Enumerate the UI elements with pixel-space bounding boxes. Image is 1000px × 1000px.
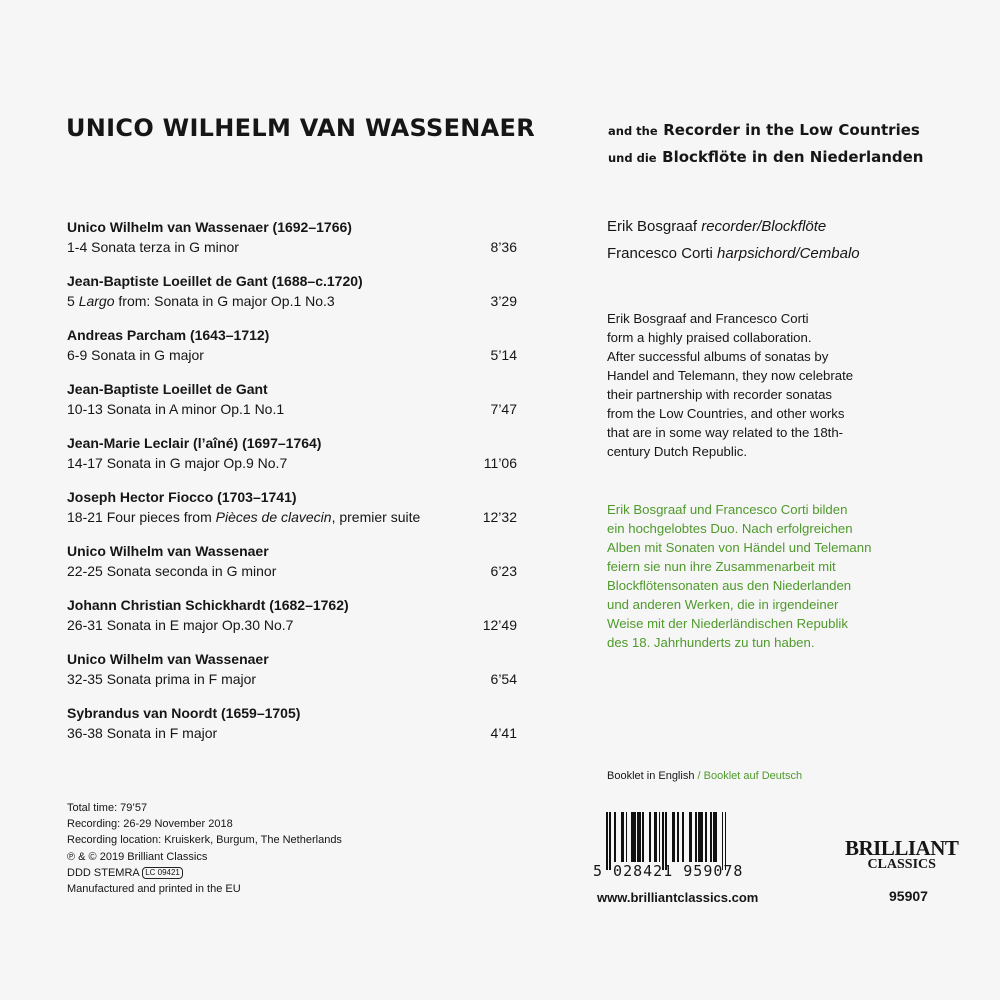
description-line: from the Low Countries, and other works [607, 406, 845, 421]
description-line: Blockflötensonaten aus den Niederlanden [607, 578, 852, 593]
piece-title: 22-25 Sonata seconda in G minor [67, 563, 277, 579]
booklet-separator: / [694, 770, 704, 782]
performer-role: recorder/Blockflöte [701, 218, 827, 235]
piece-title: 32-35 Sonata prima in F major [67, 671, 257, 687]
description-line: Erik Bosgraaf und Francesco Corti bilden [607, 502, 848, 517]
booklet-de: Booklet auf Deutsch [703, 770, 803, 782]
copyright: ℗ & © 2019 Brilliant Classics [67, 850, 208, 863]
piece-duration: 4’41 [490, 725, 517, 741]
barcode-bar [654, 812, 657, 862]
subtitle-de: Blockflöte in den Niederlanden [662, 148, 924, 166]
piece-line [67, 507, 517, 527]
lc-code-badge: LC 09421 [142, 867, 183, 879]
piece-title: 1-4 Sonata terza in G minor [67, 239, 239, 255]
description-line: After successful albums of sonatas by [607, 349, 829, 364]
ddd-stemra: DDD STEMRA [67, 866, 140, 879]
piece-duration: 8’36 [490, 239, 517, 255]
composer-name: Joseph Hector Fiocco (1703–1741) [67, 489, 297, 505]
piece-title: 14-17 Sonata in G major Op.9 No.7 [67, 455, 288, 471]
description-line: Alben mit Sonaten von Händel und Telemann [607, 540, 872, 555]
piece-title: 6-9 Sonata in G major [67, 347, 204, 363]
barcode [593, 812, 783, 880]
description-line: form a highly praised collaboration. [607, 330, 812, 345]
barcode-bar [672, 812, 675, 862]
composer-name: Jean-Baptiste Loeillet de Gant [67, 381, 268, 397]
track-entry [67, 487, 517, 541]
track-entry [67, 217, 517, 271]
piece-title: 36-38 Sonata in F major [67, 725, 218, 741]
subtitle-en-prefix: and the [608, 124, 658, 138]
track-entry [67, 649, 517, 703]
piece-duration: 12’49 [482, 617, 517, 633]
piece-title: 10-13 Sonata in A minor Op.1 No.1 [67, 401, 285, 417]
track-entry [67, 325, 517, 379]
website: www.brilliantclassics.com [597, 890, 759, 905]
recording-date: Recording: 26-29 November 2018 [67, 818, 233, 831]
barcode-bar [614, 812, 616, 862]
piece-title-italic: Largo [78, 293, 115, 309]
composer-name: Unico Wilhelm van Wassenaer [67, 651, 269, 667]
barcode-bar [649, 812, 651, 862]
description-line: und anderen Werken, die in irgendeiner [607, 597, 839, 612]
piece-duration: 7’47 [490, 401, 517, 417]
barcode-bar [710, 812, 712, 862]
description-line: their partnership with recorder sonatas [607, 387, 833, 402]
barcode-bar [621, 812, 624, 862]
piece-title-rest: , premier suite [331, 509, 421, 525]
piece-title-rest: from: Sonata in G major Op.1 No.3 [118, 293, 335, 309]
piece-line [67, 723, 517, 743]
barcode-number: 5 028421 959078 [593, 862, 744, 880]
recording-location: Recording location: Kruiskerk, Burgum, The Netherlands [67, 834, 342, 847]
piece-duration: 5’14 [490, 347, 517, 363]
description-line: Handel and Telemann, they now celebrate [607, 368, 854, 383]
piece-line [67, 345, 517, 365]
piece-duration: 3’29 [490, 293, 517, 309]
composer-name: Johann Christian Schickhardt (1682–1762) [67, 597, 349, 613]
barcode-bar [677, 812, 679, 862]
piece-title-prefix: 18-21 Four pieces from [67, 509, 212, 525]
description-line: Erik Bosgraaf and Francesco Corti [607, 311, 809, 326]
catalog-number: 95907 [889, 888, 928, 904]
piece-duration: 12’32 [482, 509, 517, 525]
piece-line [67, 669, 517, 689]
piece-line [67, 237, 517, 257]
description-german [607, 500, 947, 652]
barcode-bar [698, 812, 703, 862]
performer [607, 213, 860, 240]
description-line: century Dutch Republic. [607, 444, 748, 459]
description-line: ein hochgelobtes Duo. Nach erfolgreichen [607, 521, 853, 536]
piece-duration: 11’06 [483, 455, 517, 471]
composer-name: Andreas Parcham (1643–1712) [67, 327, 270, 343]
track-entry [67, 595, 517, 649]
piece-title-italic: Pièces de clavecin [215, 509, 332, 525]
logo-line-1: BRILLIANT [845, 836, 959, 860]
barcode-bar [689, 812, 692, 862]
performers [607, 213, 860, 267]
track-entry [67, 703, 517, 757]
piece-title: 26-31 Sonata in E major Op.30 No.7 [67, 617, 294, 633]
album-title: UNICO WILHELM VAN WASSENAER [66, 114, 536, 142]
album-subtitle [608, 117, 923, 171]
performer [607, 240, 860, 267]
piece-line [67, 399, 517, 419]
description-english [607, 309, 947, 461]
barcode-bar [705, 812, 707, 862]
logo-line-2: CLASSICS [867, 857, 936, 872]
description-line: Weise mit der Niederländischen Republik [607, 616, 848, 631]
brilliant-classics-logo [845, 838, 958, 872]
barcode-bar [631, 812, 636, 862]
piece-line [67, 291, 517, 311]
description-line: feiern sie nun ihre Zusammenarbeit mit [607, 559, 836, 574]
composer-name: Jean-Marie Leclair (l’aîné) (1697–1764) [67, 435, 322, 451]
piece-line [67, 615, 517, 635]
booklet-languages [607, 770, 802, 782]
barcode-bar [642, 812, 644, 862]
composer-name: Sybrandus van Noordt (1659–1705) [67, 705, 301, 721]
track-entry [67, 271, 517, 325]
composer-name: Unico Wilhelm van Wassenaer (1692–1766) [67, 219, 352, 235]
piece-number: 5 [67, 293, 75, 309]
subtitle-de-prefix: und die [608, 151, 657, 165]
booklet-en: Booklet in English [607, 770, 695, 782]
subtitle-en: Recorder in the Low Countries [663, 121, 920, 139]
recording-info [67, 800, 342, 897]
barcode-bar [713, 812, 716, 862]
description-line: des 18. Jahrhunderts zu tun haben. [607, 635, 815, 650]
description-line: that are in some way related to the 18th- [607, 425, 844, 440]
piece-duration: 6’54 [490, 671, 517, 687]
barcode-bars [606, 812, 769, 862]
barcode-bar [637, 812, 640, 862]
track-list [67, 217, 517, 757]
piece-duration: 6’23 [490, 563, 517, 579]
performer-name: Erik Bosgraaf [607, 218, 698, 235]
composer-name: Unico Wilhelm van Wassenaer [67, 543, 269, 559]
total-time: Total time: 79’57 [67, 802, 148, 814]
composer-name: Jean-Baptiste Loeillet de Gant (1688–c.1720) [67, 273, 363, 289]
barcode-bar [626, 812, 628, 862]
track-entry [67, 433, 517, 487]
performer-name: Francesco Corti [607, 245, 713, 262]
track-entry [67, 541, 517, 595]
piece-line [67, 453, 517, 473]
ddd-stemra-line [67, 865, 342, 881]
piece-line [67, 561, 517, 581]
barcode-bar [695, 812, 697, 862]
track-entry [67, 379, 517, 433]
performer-role: harpsichord/Cembalo [717, 245, 860, 262]
barcode-bar [682, 812, 684, 862]
barcode-bar [659, 812, 661, 862]
manufactured: Manufactured and printed in the EU [67, 883, 241, 896]
